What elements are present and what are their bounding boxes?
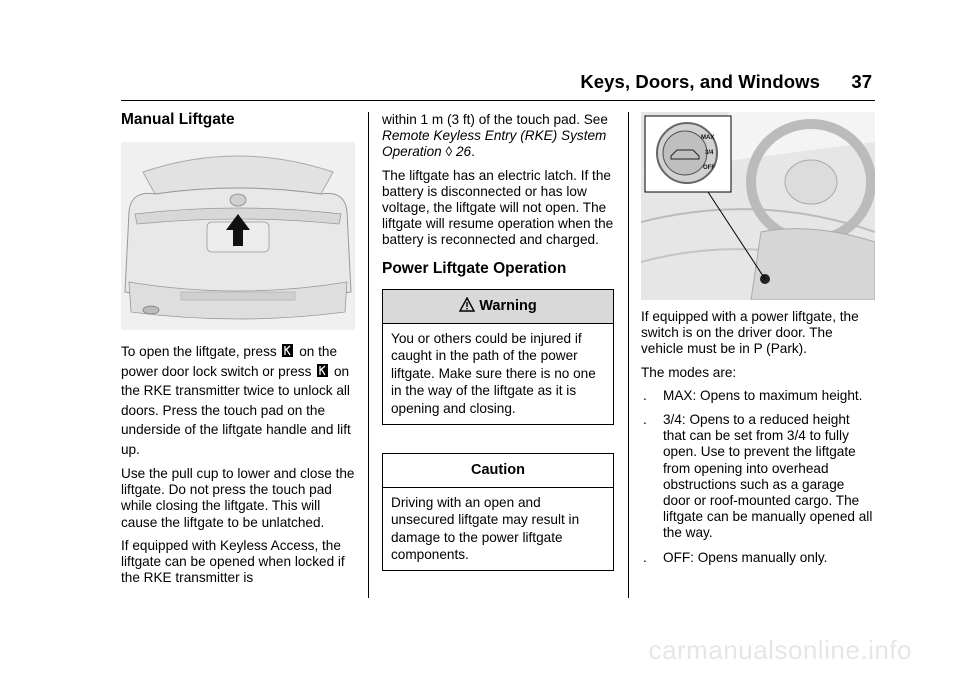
manual-liftgate-para-2: Use the pull cup to lower and close the liftgate. Do not press the touch pad while closing the liftgate. This will cause the liftgate to be unlatched.: [121, 466, 355, 530]
unlock-key-icon-2: [317, 364, 328, 377]
warning-text: You or others could be injured if caught in the path of the power liftgate. Make sure there is no one in the way of the liftgate as it is opening and closing.: [391, 330, 596, 416]
caution-text: Driving with an open and unsecured liftgate may result in damage to the power liftgate components.: [391, 494, 580, 563]
p1-start-text: To open the liftgate, press: [121, 344, 277, 359]
manual-liftgate-para-1: [121, 342, 357, 459]
caution-box: [382, 453, 614, 571]
p1-period: .: [471, 144, 475, 160]
header-rule: [121, 100, 875, 101]
dial-max-label: MAX: [701, 135, 715, 141]
bullet-mark: .: [643, 387, 647, 403]
caution-title: Caution: [471, 461, 525, 478]
mode-text: MAX: Opens to maximum height.: [663, 387, 863, 403]
electric-latch-para: The liftgate has an electric latch. If the battery is disconnected or has low voltage, the liftgate will not open. The liftgate will resume operation when the battery is reconnected and charged.: [382, 167, 614, 248]
mode-item: [641, 412, 875, 542]
mode-text: 3/4: Opens to a reduced height that can be set from 3/4 to fully open. Use to prevent the liftgate from opening into overhead obstructions such as a garage door or roof-mounted cargo. The liftgate can be manually opened all the way.: [663, 412, 873, 541]
power-liftgate-switch-para: If equipped with a power liftgate, the switch is on the driver door. The vehicle must be in P (Park).: [641, 309, 859, 357]
rke-link[interactable]: Remote Keyless Entry (RKE) System Operation: [382, 128, 607, 160]
dial-off-label: OFF: [703, 165, 715, 171]
page-ref-icon: ◊: [445, 144, 453, 160]
warning-box: [382, 289, 614, 425]
mode-item: [641, 550, 875, 566]
p1-middle-text: on the power door lock switch or press: [121, 344, 338, 379]
power-liftgate-heading: Power Liftgate Operation: [382, 259, 567, 277]
warning-header: [383, 290, 613, 324]
manual-liftgate-heading: Manual Liftgate: [121, 111, 235, 128]
page-ref-number[interactable]: 26: [455, 144, 472, 160]
driver-door-figure: [641, 112, 875, 300]
column-1: [121, 110, 357, 593]
driver-door-illustration: [641, 112, 875, 300]
header-title: Keys, Doors, and Windows: [580, 71, 820, 92]
manual-liftgate-para-3: If equipped with Keyless Access, the liftgate can be opened when locked if the RKE transmitter is: [121, 537, 345, 586]
column-divider-1: [368, 112, 369, 598]
page-number: 37: [851, 71, 872, 92]
liftgate-para-continued: [382, 112, 614, 161]
dial-three-quarter-label: 3/4: [705, 150, 714, 156]
warning-triangle-icon: [459, 297, 475, 312]
column-divider-2: [628, 112, 629, 598]
watermark: carmanualsonline.info: [648, 635, 912, 665]
vehicle-rear-illustration: [121, 142, 355, 330]
mode-text: OFF: Opens manually only.: [663, 549, 828, 565]
column-3: [641, 112, 875, 574]
liftgate-rear-figure: [121, 142, 355, 330]
column-2: [382, 112, 614, 571]
bullet-mark: .: [643, 412, 647, 428]
mode-item: [641, 388, 875, 404]
bullet-mark: .: [643, 549, 647, 565]
modes-list: [641, 388, 875, 566]
warning-title: Warning: [479, 297, 537, 314]
caution-header: [383, 454, 613, 487]
modes-intro: The modes are:: [641, 364, 737, 380]
unlock-key-icon: [282, 344, 293, 357]
p1-end-text: on the RKE transmitter twice to unlock all doors. Press the touch pad on the underside of the liftgate handle and lift up.: [121, 363, 351, 457]
p1-text: within 1 m (3 ft) of the touch pad. See: [382, 112, 608, 127]
